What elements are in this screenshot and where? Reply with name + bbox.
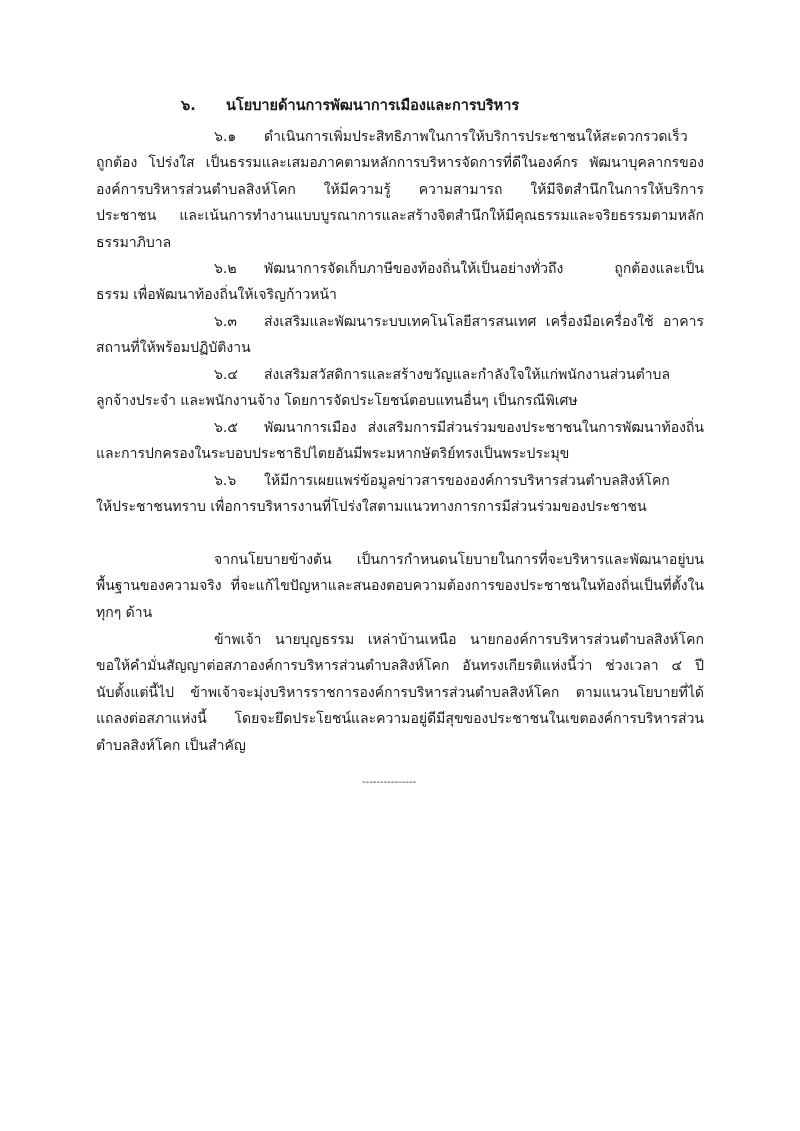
policy-item-6-3: [96, 309, 704, 362]
policy-line: ธรรมาภิบาล: [96, 234, 172, 251]
policy-item-6-1: [96, 124, 704, 256]
closing-paragraph-pledge: [96, 627, 704, 759]
item-number: ๖.๓: [214, 314, 237, 330]
item-number: ๖.๖: [214, 473, 237, 489]
policy-item-6-5: [96, 415, 704, 468]
paragraph-line: จากนโยบายข้างต้น เป็นการกำหนดนโยบายในการที่จะบริหารและพัฒนาอยู่บน: [214, 552, 704, 568]
paragraph-line: ขอให้คำมั่นสัญญาต่อสภาองค์การบริหารส่วนตำบลสิงห์โคก อันทรงเกียรติแห่งนี้ว่า ช่วงเวลา ๔ ปี: [96, 658, 704, 675]
item-number: ๖.๕: [214, 420, 238, 436]
paragraph-line: พื้นฐานของความจริง ที่จะแก้ไขปัญหาและสนองตอบความต้องการของประชาชนในท้องถิ่นเป็นที่ตั้งใน: [96, 578, 704, 595]
policy-item-6-4: [96, 362, 704, 415]
item-number: ๖.๑: [214, 129, 237, 145]
policy-line: ๖.๖ ให้มีการเผยแพร่ข้อมูลข่าวสารขององค์การบริหารส่วนตำบลสิงห์โคก: [96, 468, 704, 494]
paragraph-line: ตำบลสิงห์โคก เป็นสำคัญ: [96, 737, 246, 754]
policy-line: ถูกต้อง โปร่งใส เป็นธรรมและเสมอภาคตามหลักการบริหารจัดการที่ดีในองค์กร พัฒนาบุคลากรของ: [96, 155, 704, 172]
policy-line: ๖.๑ ดำเนินการเพิ่มประสิทธิภาพในการให้บริการประชาชนให้สะดวกรวดเร็ว: [96, 124, 704, 150]
item-number: ๖.๔: [214, 367, 238, 383]
paragraph-line: แถลงต่อสภาแห่งนี้ โดยจะยึดประโยชน์และความอยู่ดีมีสุขของประชาชนในเขตองค์การบริหารส่วน: [96, 711, 704, 728]
paragraph-line: ข้าพเจ้า นายบุญธรรม เหล่าบ้านเหนือ นายกองค์การบริหารส่วนตำบลสิงห์โคก: [214, 632, 704, 648]
section-heading: [181, 93, 519, 119]
policy-line: ๖.๕ พัฒนาการเมือง ส่งเสริมการมีส่วนร่วมของประชาชนในการพัฒนาท้องถิ่น: [96, 415, 704, 441]
policy-item-6-2: [96, 256, 704, 309]
policy-line: ๖.๒ พัฒนาการจัดเก็บภาษีของท้องถิ่นให้เป็นอย่างทั่วถึง ถูกต้องและเป็น: [96, 256, 704, 282]
policy-line: สถานที่ให้พร้อมปฏิบัติงาน: [96, 340, 251, 357]
end-divider: ---------------: [362, 777, 417, 788]
closing-paragraph-summary: [96, 547, 704, 626]
paragraph-line: นับตั้งแต่นี้ไป ข้าพเจ้าจะมุ่งบริหารราชการองค์การบริหารส่วนตำบลสิงห์โคก ตามแนวนโยบายที่ได้: [96, 684, 704, 701]
section-title: นโยบายด้านการพัฒนาการเมืองและการบริหาร: [226, 98, 520, 114]
policy-line: ลูกจ้างประจำ และพนักงานจ้าง โดยการจัดประโยชน์ตอบแทนอื่นๆ เป็นกรณีพิเศษ: [96, 393, 578, 410]
policy-item-6-6: [96, 468, 704, 521]
paragraph-line: ทุกๆ ด้าน: [96, 604, 153, 621]
policy-line: ให้ประชาชนทราบ เพื่อการบริหารงานที่โปร่งใสตามแนวทางการการมีส่วนร่วมของประชาชน: [96, 499, 647, 516]
policy-line: ๖.๓ ส่งเสริมและพัฒนาระบบเทคโนโลยีสารสนเทศ เครื่องมือเครื่องใช้ อาคาร: [96, 309, 704, 335]
policy-line: ๖.๔ ส่งเสริมสวัสดิการและสร้างขวัญและกำลังใจให้แก่พนักงานส่วนตำบล: [96, 362, 704, 388]
item-number: ๖.๒: [214, 261, 237, 277]
policy-line: ธรรม เพื่อพัฒนาท้องถิ่นให้เจริญก้าวหน้า: [96, 287, 337, 304]
section-number: ๖.: [181, 98, 196, 114]
policy-line: องค์การบริหารส่วนตำบลสิงห์โคก ให้มีความรู้ ความสามารถ ให้มีจิตสำนึกในการให้บริการ: [96, 181, 704, 198]
policy-line: และการปกครองในระบอบประชาธิปไตยอันมีพระมหากษัตริย์ทรงเป็นพระประมุข: [96, 446, 570, 463]
policy-line: ประชาชน และเน้นการทำงานแบบบูรณาการและสร้างจิตสำนึกให้มีคุณธรรมและจริยธรรมตามหลัก: [96, 208, 704, 225]
